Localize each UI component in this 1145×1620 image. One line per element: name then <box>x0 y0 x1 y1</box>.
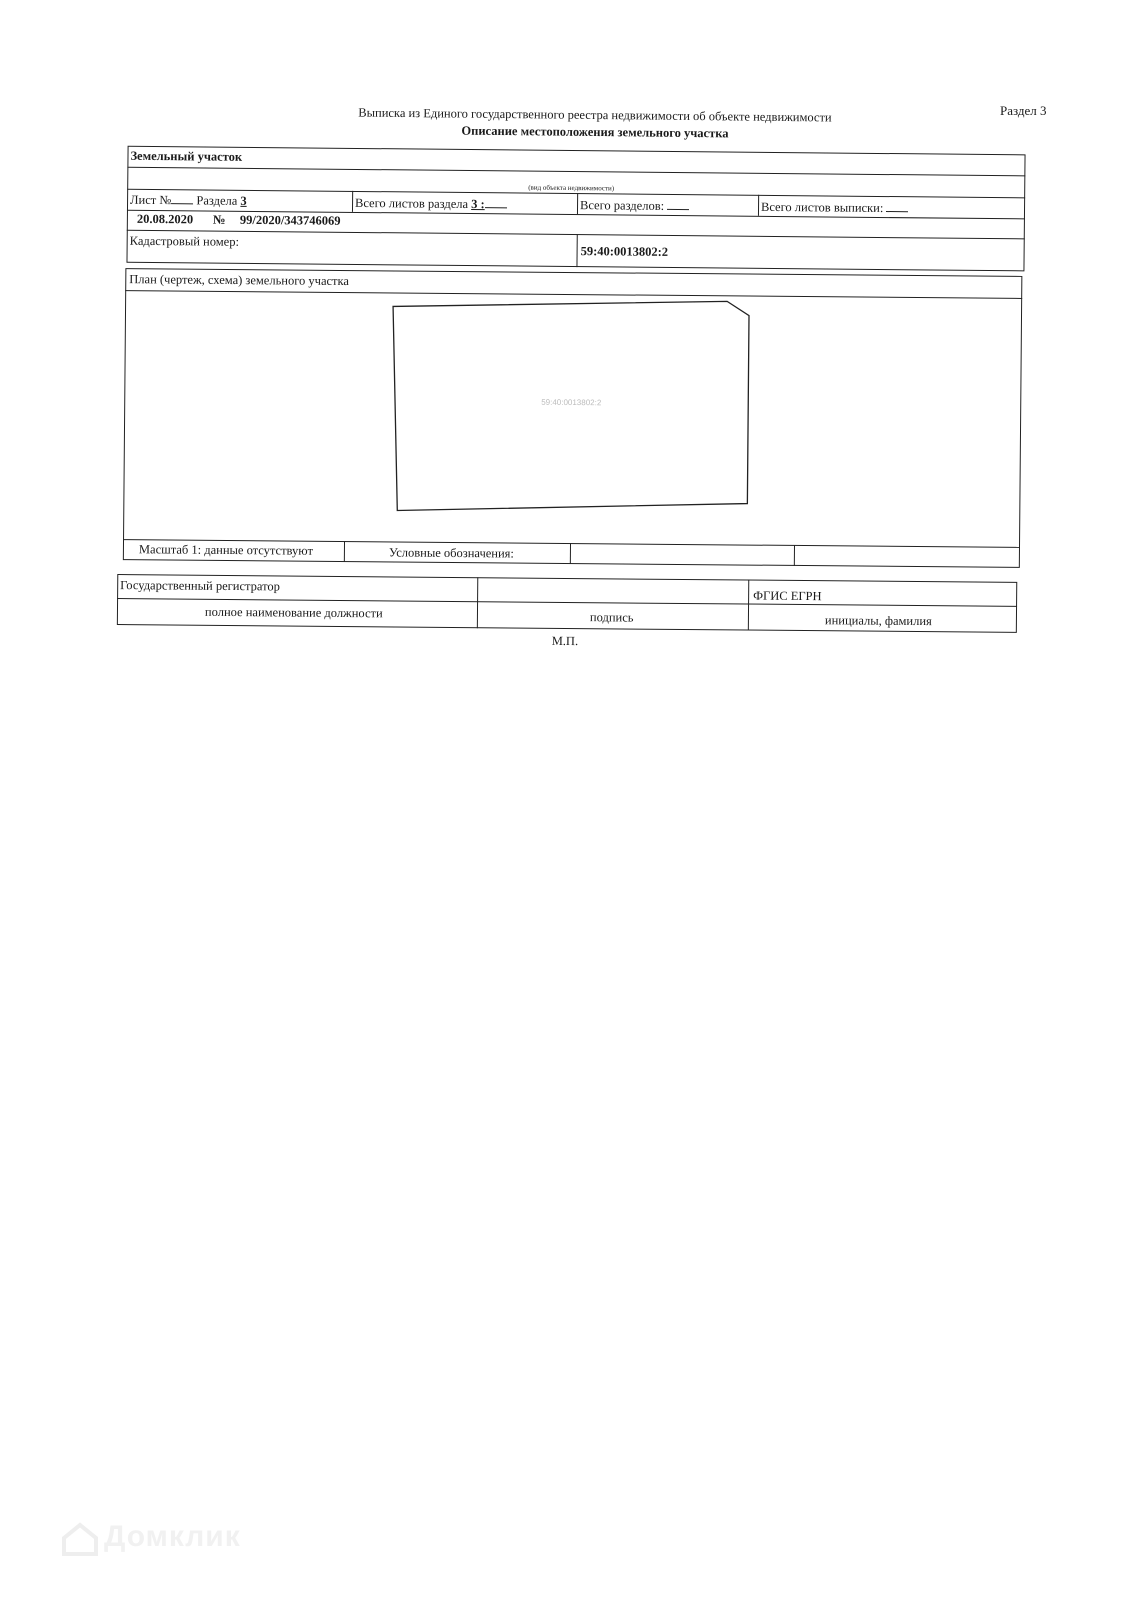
section-label: Раздел 3 <box>1000 103 1047 118</box>
extract-date: 20.08.2020 <box>136 211 194 227</box>
plan-title: План (чертеж, схема) земельного участка <box>129 272 350 289</box>
system-name: ФГИС ЕГРН <box>753 588 822 604</box>
signature-caption: подпись <box>589 610 634 625</box>
position-caption: полное наименование должности <box>204 604 383 621</box>
number-sign: № <box>212 212 226 227</box>
legend-label: Условные обозначения: <box>388 545 515 561</box>
sheet-number-field: Лист № Раздела 3 <box>130 192 247 208</box>
cadastral-label: Кадастровый номер: <box>129 233 240 249</box>
watermark-brand: Домклик <box>104 1520 241 1553</box>
house-logo-icon <box>60 1522 100 1556</box>
registrar-label: Государственный регистратор <box>120 578 280 594</box>
total-sections-field: Всего разделов: <box>580 197 689 214</box>
stamp-label: М.П. <box>551 633 579 649</box>
object-type-caption: (вид объекта недвижимости) <box>528 183 615 193</box>
cadastral-number: 59:40:0013802:2 <box>580 244 669 259</box>
scale-text: Масштаб 1: данные отсутствуют <box>138 542 314 558</box>
total-extract-sheets-field: Всего листов выписки: <box>761 199 909 216</box>
object-type: Земельный участок <box>130 148 243 164</box>
document-title: Выписка из Единого государственного реестра недвижимости об объекте недвижимости <box>358 105 832 125</box>
document-subtitle: Описание местоположения земельного участка <box>461 123 729 141</box>
total-section-sheets-field: Всего листов раздела 3 : <box>355 195 507 212</box>
initials-caption: инициалы, фамилия <box>824 613 932 629</box>
signature-block <box>0 0 1145 705</box>
parcel-label: 59:40:0013802:2 <box>541 397 602 408</box>
document-number: 99/2020/343746069 <box>239 212 341 228</box>
